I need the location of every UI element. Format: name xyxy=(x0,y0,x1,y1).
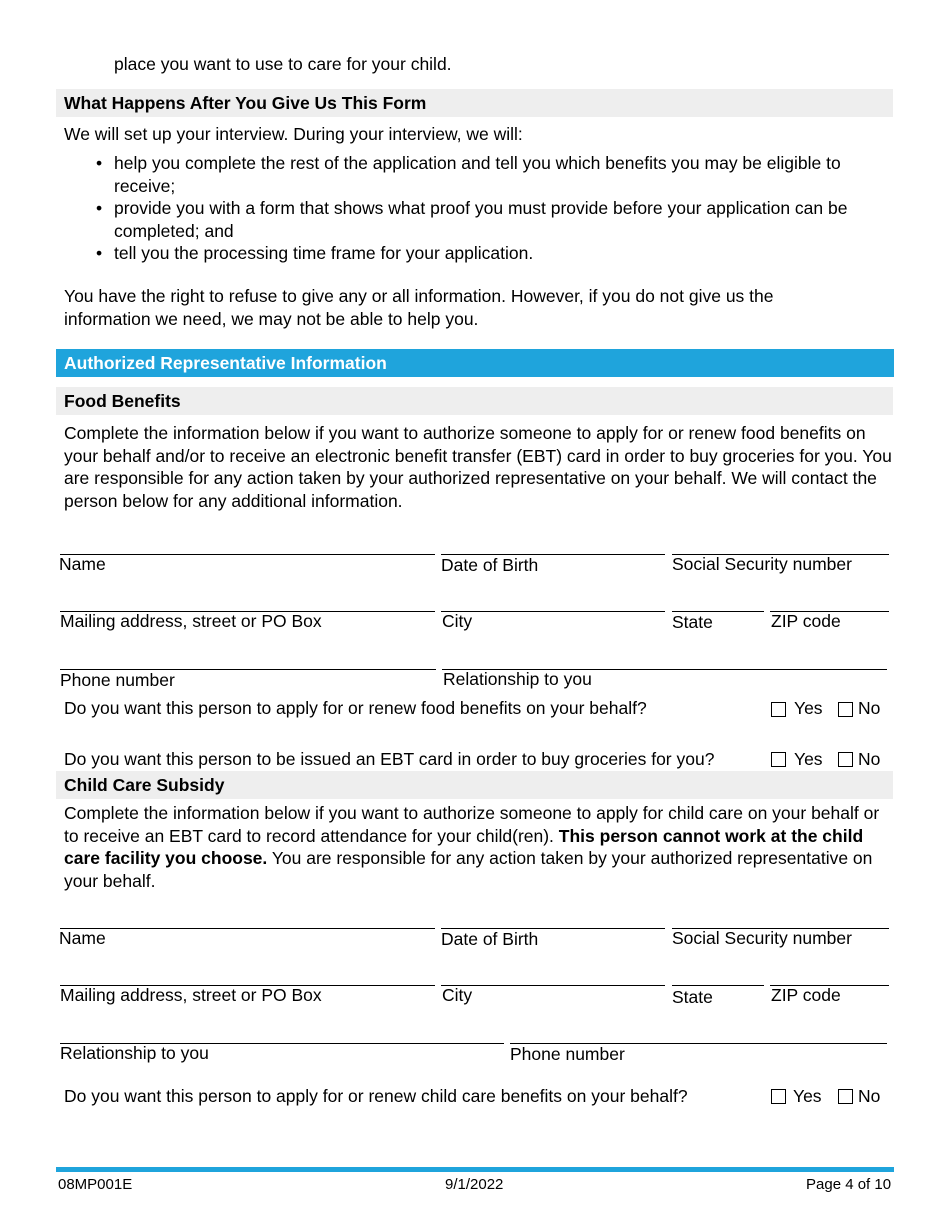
food-name-label: Name xyxy=(59,554,106,574)
food-question-apply: Do you want this person to apply for or renew food benefits on your behalf? xyxy=(64,698,647,718)
list-item: • provide you with a form that shows what proof you must provide before your application can be completed; and xyxy=(114,197,904,242)
footer-date: 9/1/2022 xyxy=(445,1176,504,1193)
food-name-line[interactable] xyxy=(60,554,435,555)
cc-phone-label: Phone number xyxy=(510,1044,625,1064)
food-phone-label: Phone number xyxy=(60,670,175,690)
child-care-intro-paragraph xyxy=(64,802,894,892)
cc-state-label: State xyxy=(672,987,713,1007)
child-care-header xyxy=(56,771,893,799)
interview-bullet-list xyxy=(64,152,904,265)
cc-apply-yes-checkbox[interactable] xyxy=(771,1089,786,1104)
food-zip-label: ZIP code xyxy=(771,611,841,631)
continuation-text: place you want to use to care for your child. xyxy=(114,54,452,74)
food-dob-label: Date of Birth xyxy=(441,555,539,575)
food-relationship-label: Relationship to you xyxy=(443,669,592,689)
footer-page-number: Page 4 of 10 xyxy=(806,1176,892,1193)
food-ebt-no-label: No xyxy=(858,749,881,769)
food-apply-no-checkbox[interactable] xyxy=(838,702,853,717)
what-happens-heading: What Happens After You Give Us This Form xyxy=(64,93,427,113)
cc-name-line[interactable] xyxy=(60,928,435,929)
cc-apply-no-label: No xyxy=(858,1086,881,1106)
food-apply-yes-checkbox[interactable] xyxy=(771,702,786,717)
authorized-rep-heading: Authorized Representative Information xyxy=(64,353,387,373)
food-benefits-header xyxy=(56,387,893,415)
cc-relationship-label: Relationship to you xyxy=(60,1043,209,1063)
list-item: • help you complete the rest of the application and tell you which benefits you may be eligible to receive; xyxy=(114,152,904,197)
child-care-intro-bold: This person cannot work at the child care facility you choose. xyxy=(64,825,864,868)
cc-dob-label: Date of Birth xyxy=(441,929,539,949)
cc-mailing-label: Mailing address, street or PO Box xyxy=(60,985,322,1005)
what-happens-intro: We will set up your interview. During your interview, we will: xyxy=(64,124,523,144)
cc-apply-yes-label: Yes xyxy=(793,1086,822,1106)
child-care-intro-part1: Complete the information below if you want to authorize someone to apply for child care on your behalf or to receive an EBT card to record attendance for your child(ren). xyxy=(64,803,880,846)
food-ebt-no-checkbox[interactable] xyxy=(838,752,853,767)
cc-name-label: Name xyxy=(59,928,106,948)
food-intro-paragraph: Complete the information below if you want to authorize someone to apply for or renew food benefits on your behalf and/or to receive an electronic benefit transfer (EBT) card in order to buy groceries for you. You are responsible for any action taken by your authorized representative on your behalf. We will contact the person below for any additional information. xyxy=(64,423,892,511)
food-question-ebt: Do you want this person to be issued an EBT card in order to buy groceries for you? xyxy=(64,749,715,769)
food-ssn-label: Social Security number xyxy=(672,554,852,574)
food-apply-no-label: No xyxy=(858,698,881,718)
footer-form-id: 08MP001E xyxy=(58,1176,133,1193)
food-ebt-yes-checkbox[interactable] xyxy=(771,752,786,767)
cc-ssn-label: Social Security number xyxy=(672,928,852,948)
cc-city-line[interactable] xyxy=(441,985,665,986)
food-state-label: State xyxy=(672,612,713,632)
food-benefits-heading: Food Benefits xyxy=(64,391,181,411)
rights-paragraph: You have the right to refuse to give any or all information. However, if you do not give us the information we need, we may not be able to help you. xyxy=(64,286,774,329)
list-item: • tell you the processing time frame for your application. xyxy=(114,242,904,265)
cc-apply-no-checkbox[interactable] xyxy=(838,1089,853,1104)
food-ebt-yes-label: Yes xyxy=(794,749,823,769)
food-city-label: City xyxy=(442,611,473,631)
what-happens-header xyxy=(56,89,893,117)
cc-question-apply: Do you want this person to apply for or renew child care benefits on your behalf? xyxy=(64,1086,688,1106)
food-apply-yes-label: Yes xyxy=(794,698,823,718)
cc-zip-label: ZIP code xyxy=(771,985,841,1005)
footer-divider xyxy=(56,1167,894,1172)
food-city-line[interactable] xyxy=(441,611,665,612)
cc-city-label: City xyxy=(442,985,473,1005)
food-mailing-label: Mailing address, street or PO Box xyxy=(60,611,322,631)
child-care-intro-part2: You are responsible for any action taken by your authorized representative on your behalf. xyxy=(64,848,873,891)
child-care-heading: Child Care Subsidy xyxy=(64,775,225,795)
authorized-rep-header xyxy=(56,349,894,377)
